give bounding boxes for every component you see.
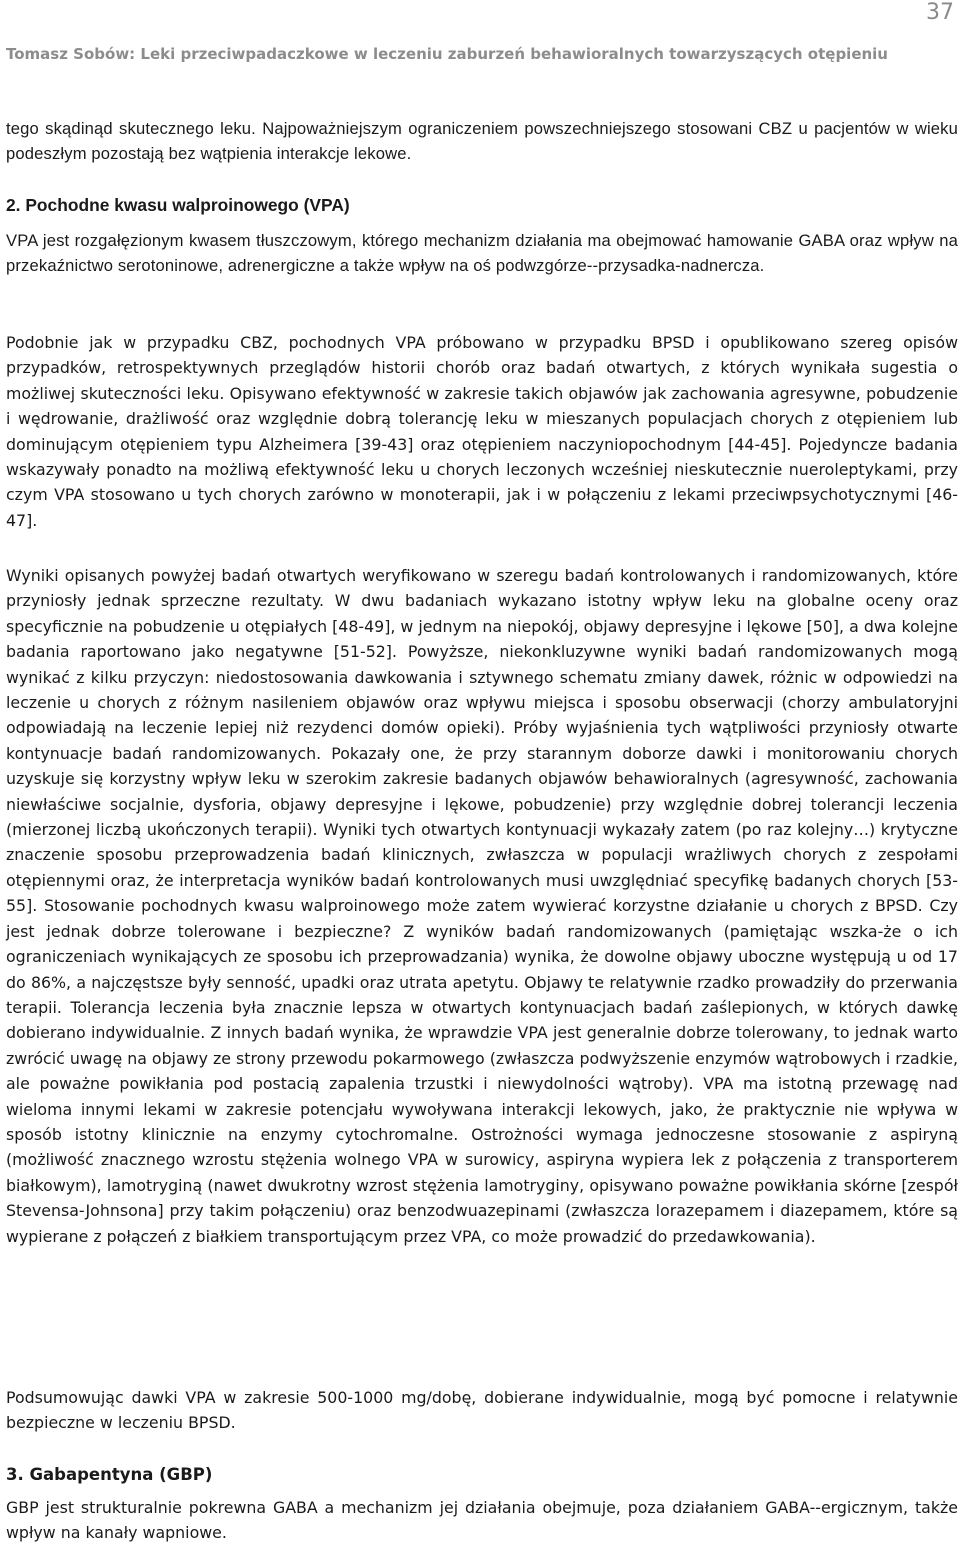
section-3-heading: 3. Gabapentyna (GBP) — [6, 1465, 213, 1484]
section-2-paragraph-3: Wyniki opisanych powyżej badań otwartych weryfikowano w szeregu badań kontrolowanych i randomizowanych, które przyniosły jednak sprzeczne rezultaty. W dwu badaniach wykazano istotny wpływ leku na globalne oceny oraz specyficznie na pobudzenie u otępiałych [48-49], w jednym na niepokój, objawy depresyjne i lękowe [50], a dwa kolejne badania raportowano jako negatywne [51-52]. Powyższe, niekonkluzywne wyniki badań randomizowanych mogą wynikać z kilku przyczyn: niedostosowania dawkowania i sztywnego schematu zmiany dawek, różnic w odpowiedzi na leczenie u chorych z różnym nasileniem objawów oraz wpływu miejsca i sposobu obserwacji (chorzy ambulatoryjni odpowiadają na leczenie lepiej niż rezydenci domów opieki). Próby wyjaśnienia tych wątpliwości przyniosły otwarte kontynuacje badań randomizowanych. Pokazały one, że przy starannym doborze dawki i monitorowaniu chorych uzyskuje się korzystny wpływ leku w szerokim zakresie badanych objawów behawioralnych (agresywność, zachowania niewłaściwe socjalnie, dysforia, objawy depresyjne i lękowe, pobudzenie) przy względnie dobrej tolerancji leczenia (mierzonej liczbą ukończonych terapii). Wyniki tych otwartych kontynuacji wykazały zatem (po raz kolejny…) krytyczne znaczenie sposobu przeprowadzenia badań klinicznych, zwłaszcza w populacji wrażliwych chorych z zespołami otępiennymi oraz, że interpretacja wyników badań kontrolowanych musi uwzględniać specyfikę badanych chorych [53-55]. Stosowanie pochodnych kwasu walproinowego może zatem wywierać korzystne działanie u chorych z BPSD. Czy jest jednak dobrze tolerowane i bezpieczne? Z wyników badań randomizowanych (pamiętając wszka-że o ich ograniczeniach wynikających ze sposobu ich przeprowadzania) wynika, że dowolne objawy uboczne występują u od 17 do 86%, a najczęstsze były senność, upadki oraz utrata apetytu. Objawy te relatywnie rzadko prowadziły do przerwania terapii. Tolerancja leczenia była znacznie lepsza w otwartych kontynuacjach badań zaślepionych, w których dawkę dobierano indywidualnie. Z innych badań wynika, że wprawdzie VPA jest generalnie dobrze tolerowany, to jednak warto zwrócić uwagę na objawy ze strony przewodu pokarmowego (zwłaszcza podwyższenie enzymów wątrobowych i rzadkie, ale poważne powikłania pod postacią zapalenia trzustki i niewydolności wątroby). VPA ma istotną przewagę nad wieloma innymi lekami w zakresie potencjału wywoływana interakcji lekowych, jako, że praktycznie nie wpływa w sposób istotny klinicznie na enzymy cytochromalne. Ostrożności wymaga jednoczesne stosowanie z aspiryną (możliwość znacznego wzrostu stężenia wolnego VPA w surowicy, aspiryna wypiera lek z połączenia z transporterem białkowym), lamotryginą (nawet dwukrotny wzrost stężenia lamotryginy, opisywano poważne powikłania skórne [zespół Stevensa-Johnsona] przy takim połączeniu) oraz benzodwuazepinami (zwłaszcza lorazepamem i diazepamem, które są wypierane z połączeń z białkiem transportującym przez VPA, co może prowadzić do przedawkowania). — [6, 566, 958, 1246]
page-number: 37 — [926, 0, 954, 25]
section-2-paragraph-4: Podsumowując dawki VPA w zakresie 500-1000 mg/dobę, dobierane indywidualnie, mogą być pomocne i relatywnie bezpieczne w leczeniu BPSD. — [6, 1388, 958, 1433]
section-2-paragraph-2: Podobnie jak w przypadku CBZ, pochodnych VPA próbowano w przypadku BPSD i opublikowano szereg opisów przypadków, retrospektywnych przeglądów historii chorób oraz badań otwartych, z których wynikała sugestia o możliwej skuteczności leku. Opisywano efektywność w zakresie takich objawów jak zachowania agresywne, pobudzenie i wędrowanie, drażliwość oraz względnie dobrą tolerancję leku w mieszanych populacjach chorych z otępieniem lub dominującym otępieniem typu Alzheimera [39-43] oraz otępieniem naczyniopochodnym [44-45]. Pojedyncze badania wskazywały ponadto na możliwą efektywność leku u chorych leczonych wcześniej nieskutecznie nueroleptykami, przy czym VPA stosowano u tych chorych zarówno w monoterapii, jak i w połączeniu z lekami przeciwpsychotycznymi [46-47]. — [6, 333, 958, 530]
section-3-paragraph-1: GBP jest strukturalnie pokrewna GABA a mechanizm jej działania obejmuje, poza działaniem GABA--ergicznym, także wpływ na kanały wapniowe. — [6, 1498, 958, 1543]
section-2-paragraph-1: VPA jest rozgałęzionym kwasem tłuszczowym, którego mechanizm działania ma obejmować hamowanie GABA oraz wpływ na przekaźnictwo serotoninowe, adrenergiczne a także wpływ na oś podwzgórze--przysadka-nadnercza. — [6, 231, 958, 276]
running-header: Tomasz Sobów: Leki przeciwpadaczkowe w leczeniu zaburzeń behawioralnych towarzyszących otępieniu — [6, 45, 888, 63]
section-2-heading: 2. Pochodne kwasu walproinowego (VPA) — [6, 195, 350, 215]
intro-paragraph: tego skądinąd skutecznego leku. Najpoważniejszym ograniczeniem powszechniejszego stosowani CBZ u pacjentów w wieku podeszłym pozostają bez wątpienia interakcje lekowe. — [6, 119, 958, 164]
